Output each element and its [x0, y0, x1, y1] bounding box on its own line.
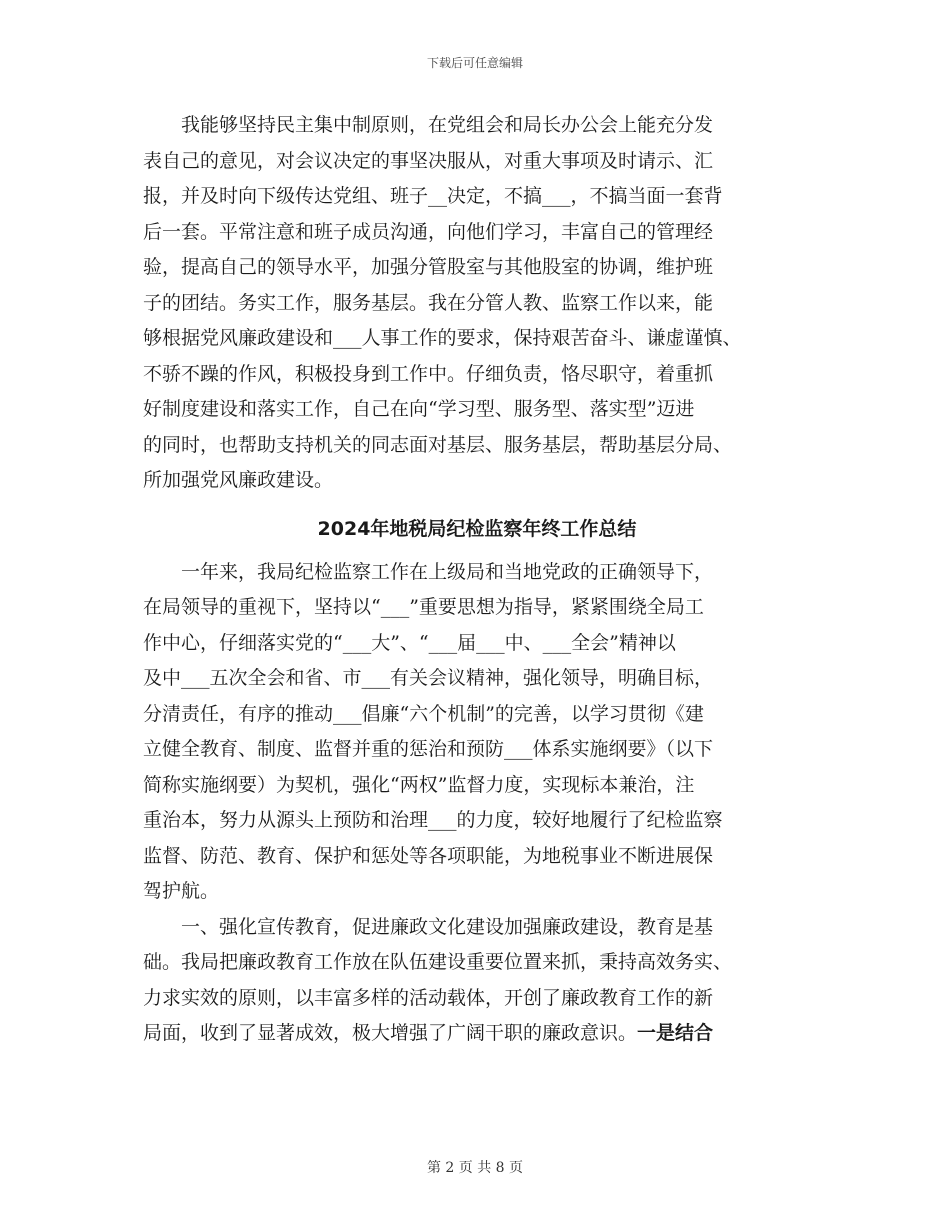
text-line: 分清责任，有序的推动___倡廉“六个机制”的完善，以学习贯彻《建	[143, 702, 704, 725]
text-line: 所加强党风廉政建设。	[143, 469, 334, 491]
section-title: 2024年地税局纪检监察年终工作总结	[317, 517, 637, 540]
text-line: 子的团结。务实工作，服务基层。我在分管人教、监察工作以来，能	[143, 291, 714, 314]
paragraph-1	[143, 108, 811, 499]
text-segment: 局面，收到了显著成效，极大增强了广阔干职的廉政意识。	[143, 1022, 638, 1044]
text-line: 好制度建设和落实工作，自己在向“学习型、服务型、落实型”迈进	[143, 398, 695, 420]
bold-text-segment: 一是结合	[637, 1022, 714, 1044]
text-line	[143, 1016, 811, 1052]
text-line: 不骄不躁的作风，积极投身到工作中。仔细负责，恪尽职守，着重抓	[143, 362, 714, 385]
text-line: 的同时，也帮助支持机关的同志面对基层、服务基层，帮助基层分局、	[143, 433, 733, 456]
text-line: 我能够坚持民主集中制原则，在党组会和局长办公会上能充分发	[143, 114, 714, 136]
text-line: 够根据党风廉政建设和___人事工作的要求，保持艰苦奋斗、谦虚谨慎、	[143, 327, 742, 349]
document-body	[143, 108, 811, 1052]
text-line: 在局领导的重视下，坚持以“___”重要思想为指导，紧紧围绕全局工	[143, 596, 704, 618]
text-line: 简称实施纲要）为契机，强化“两权”监督力度，实现标本兼治，注	[143, 773, 695, 796]
text-line: 一、强化宣传教育，促进廉政文化建设加强廉政建设，教育是基	[143, 915, 714, 938]
text-line: 驾护航。	[143, 880, 220, 902]
paragraph-3	[143, 910, 811, 1052]
text-line: 作中心，仔细落实党的“___大”、“___届___中、___全会”精神以	[143, 631, 676, 654]
text-line: 表自己的意见，对会议决定的事坚决服从，对重大事项及时请示、汇	[143, 149, 714, 172]
text-line: 立健全教育、制度、监督并重的惩治和预防___体系实施纲要》（以下	[143, 738, 714, 760]
text-line: 及中___五次全会和省、市___有关会议精神，强化领导，明确目标，	[143, 667, 714, 689]
text-line: 后一套。平常注意和班子成员沟通，向他们学习，丰富自己的管理经	[143, 220, 714, 243]
text-line: 础。我局把廉政教育工作放在队伍建设重要位置来抓，秉持高效务实、	[143, 951, 733, 973]
text-line: 监督、防范、教育、保护和惩处等各项职能，为地税事业不断进展保	[143, 844, 714, 867]
paragraph-2	[143, 555, 811, 910]
page-number: 第 2 页 共 8 页	[426, 1160, 524, 1176]
text-line: 一年来，我局纪检监察工作在上级局和当地党政的正确领导下，	[143, 560, 714, 583]
text-line: 验，提高自己的领导水平，加强分管股室与其他股室的协调，维护班	[143, 256, 714, 278]
text-line: 报，并及时向下级传达党组、班子__决定，不搞___，不搞当面一套背	[143, 185, 723, 207]
text-line: 力求实效的原则，以丰富多样的活动载体，开创了廉政教育工作的新	[143, 986, 714, 1009]
page-header: 下载后可任意编辑	[426, 56, 523, 70]
text-line: 重治本，努力从源头上预防和治理___的力度，较好地履行了纪检监察	[143, 809, 723, 831]
